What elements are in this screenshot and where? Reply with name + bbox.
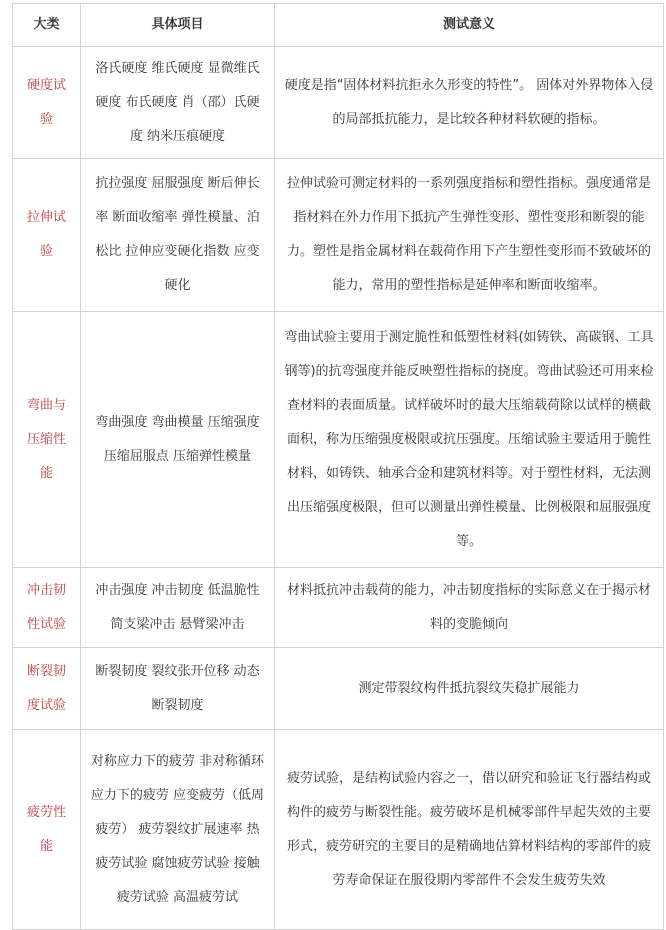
meaning-cell: 疲劳试验，是结构试验内容之一，借以研究和验证飞行器结构或构件的疲劳与断裂性能。疲劳破坏是机械零部件早起失效的主要形式，疲劳研究的主要目的是精确地估算材料结构的零部件的疲劳寿命保证在服役期内零部件不会发生疲劳失效	[275, 730, 664, 930]
category-cell: 冲击韧性试验	[13, 568, 81, 648]
category-cell: 硬度试验	[13, 47, 81, 159]
meaning-cell: 测定带裂纹构件抵抗裂纹失稳扩展能力	[275, 648, 664, 730]
meaning-cell: 材料抵抗冲击载荷的能力，冲击韧度指标的实际意义在于揭示材料的变脆倾向	[275, 568, 664, 648]
table-row-bending-compression	[13, 312, 664, 568]
meaning-cell: 拉伸试验可测定材料的一系列强度指标和塑性指标。强度通常是指材料在外力作用下抵抗产生弹性变形、塑性变形和断裂的能力。塑性是指金属材料在载荷作用下产生塑性变形而不致破坏的能力，常用的塑性指标是延伸率和断面收缩率。	[275, 159, 664, 312]
table-row-tensile	[13, 159, 664, 312]
items-cell: 冲击强度 冲击韧度 低温脆性 简支梁冲击 悬臂梁冲击	[81, 568, 275, 648]
items-cell: 洛氏硬度 维氏硬度 显微维氏硬度 布氏硬度 肖（邵）氏硬度 纳米压痕硬度	[81, 47, 275, 159]
table-row-impact	[13, 568, 664, 648]
items-cell: 断裂韧度 裂纹张开位移 动态断裂韧度	[81, 648, 275, 730]
meaning-cell: 弯曲试验主要用于测定脆性和低塑性材料(如铸铁、高碳钢、工具钢等)的抗弯强度并能反映塑性指标的挠度。弯曲试验还可用来检查材料的表面质量。试样破坏时的最大压缩载荷除以试样的横截面积，称为压缩强度极限或抗压强度。压缩试验主要适用于脆性材料，如铸铁、轴承合金和建筑材料等。对于塑性材料，无法测出压缩强度极限，但可以测量出弹性模量、比例极限和屈服强度等。	[275, 312, 664, 568]
category-cell: 弯曲与压缩性能	[13, 312, 81, 568]
table-row-fracture	[13, 648, 664, 730]
test-methods-table	[12, 3, 664, 930]
category-cell: 拉伸试验	[13, 159, 81, 312]
category-cell: 疲劳性能	[13, 730, 81, 930]
items-cell: 抗拉强度 屈服强度 断后伸长率 断面收缩率 弹性模量、泊松比 拉伸应变硬化指数 应变硬化	[81, 159, 275, 312]
table-row-hardness	[13, 47, 664, 159]
table-row-fatigue	[13, 730, 664, 930]
meaning-cell: 硬度是指“固体材料抗拒永久形变的特性”。 固体对外界物体入侵的局部抵抗能力，是比较各种材料软硬的指标。	[275, 47, 664, 159]
category-cell: 断裂韧度试验	[13, 648, 81, 730]
items-cell: 弯曲强度 弯曲模量 压缩强度 压缩屈服点 压缩弹性模量	[81, 312, 275, 568]
column-header-category: 大类	[13, 4, 81, 47]
items-cell: 对称应力下的疲劳 非对称循环应力下的疲劳 应变疲劳（低周疲劳） 疲劳裂纹扩展速率 热疲劳试验 腐蚀疲劳试验 接触疲劳试验 高温疲劳试	[81, 730, 275, 930]
column-header-meaning: 测试意义	[275, 4, 664, 47]
column-header-items: 具体项目	[81, 4, 275, 47]
table-header-row	[13, 4, 664, 47]
